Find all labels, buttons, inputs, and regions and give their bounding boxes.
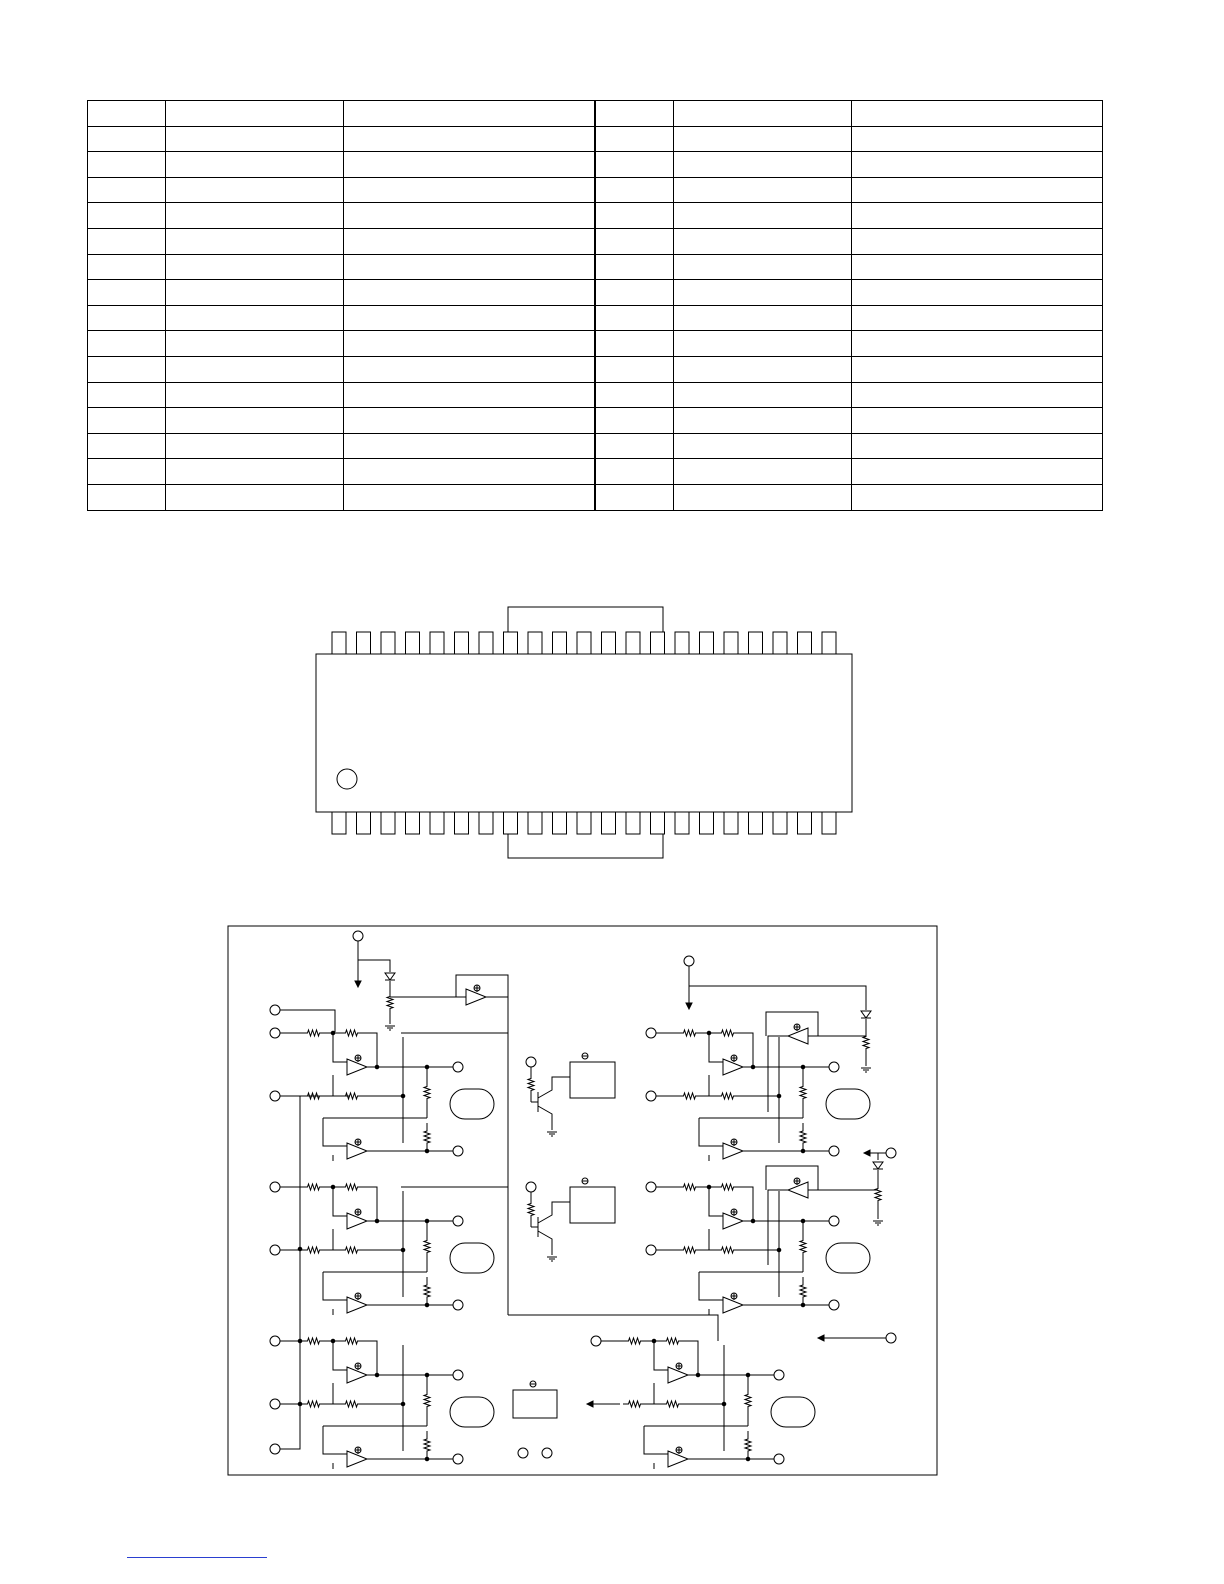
ic-pin-top bbox=[626, 632, 640, 654]
ic-pin-top bbox=[528, 632, 542, 654]
ic-pin-bottom bbox=[798, 812, 812, 834]
wire bbox=[741, 1187, 753, 1221]
resistor bbox=[678, 1247, 701, 1253]
resistor bbox=[714, 1247, 741, 1253]
resistor bbox=[302, 1184, 325, 1190]
resistor bbox=[714, 1030, 741, 1036]
wire bbox=[333, 1187, 347, 1216]
terminal-circle bbox=[453, 1216, 463, 1226]
wire bbox=[333, 1033, 347, 1062]
resistor bbox=[424, 1123, 430, 1151]
resistor bbox=[659, 1401, 686, 1407]
block-diagram bbox=[228, 926, 937, 1475]
terminal-circle bbox=[453, 1146, 463, 1156]
terminal-circle bbox=[270, 1182, 280, 1192]
ic-pin-top bbox=[577, 632, 591, 654]
pin1-marker bbox=[337, 769, 357, 789]
channel-oval bbox=[826, 1243, 870, 1273]
ic-pin-bottom bbox=[602, 812, 616, 834]
wire bbox=[709, 1187, 723, 1216]
ic-pin-bottom bbox=[455, 812, 469, 834]
ic-pin-bottom bbox=[651, 812, 665, 834]
resistor bbox=[745, 1375, 751, 1426]
ic-pin-bottom bbox=[626, 812, 640, 834]
channel-oval bbox=[826, 1089, 870, 1119]
amplifier bbox=[788, 1182, 808, 1198]
resistor bbox=[659, 1338, 686, 1344]
resistor bbox=[387, 981, 393, 1024]
wire bbox=[323, 1426, 347, 1454]
resistor bbox=[800, 1123, 806, 1151]
resistor bbox=[338, 1247, 365, 1253]
wire bbox=[689, 986, 866, 1010]
ic-pin-bottom bbox=[332, 812, 346, 834]
resistor bbox=[528, 1067, 534, 1102]
wire bbox=[538, 1231, 552, 1255]
resistor bbox=[678, 1030, 701, 1036]
resistor bbox=[424, 1221, 430, 1272]
resistor bbox=[424, 1431, 430, 1459]
ic-pin-top bbox=[332, 632, 346, 654]
ic-pin-top bbox=[749, 632, 763, 654]
ic-pin-top bbox=[798, 632, 812, 654]
junction-dot bbox=[746, 1373, 750, 1377]
resistor bbox=[800, 1067, 806, 1118]
ic-pin-bottom bbox=[822, 812, 836, 834]
resistor bbox=[338, 1338, 365, 1344]
resistor bbox=[863, 1019, 869, 1066]
junction-dot bbox=[425, 1065, 429, 1069]
terminal-circle bbox=[270, 1005, 280, 1015]
diode bbox=[385, 973, 395, 980]
amplifier bbox=[723, 1059, 743, 1075]
wire bbox=[365, 1341, 377, 1375]
wire bbox=[508, 607, 663, 632]
resistor bbox=[623, 1401, 646, 1407]
resistor bbox=[424, 1277, 430, 1305]
resistor bbox=[800, 1277, 806, 1305]
wire bbox=[456, 975, 508, 1315]
terminal-circle bbox=[453, 1300, 463, 1310]
ic-pin-top bbox=[602, 632, 616, 654]
amplifier bbox=[668, 1451, 688, 1467]
junction-dot bbox=[801, 1303, 805, 1307]
channel-oval bbox=[450, 1089, 494, 1119]
wire bbox=[766, 1166, 818, 1190]
ic-pin-bottom bbox=[577, 812, 591, 834]
control-block bbox=[570, 1062, 615, 1098]
control-block bbox=[513, 1390, 557, 1418]
wire bbox=[699, 1272, 723, 1300]
amplifier bbox=[347, 1451, 367, 1467]
junction-dot bbox=[801, 1219, 805, 1223]
terminal-circle bbox=[829, 1216, 839, 1226]
wire bbox=[654, 1341, 668, 1370]
terminal-circle bbox=[270, 1245, 280, 1255]
resistor bbox=[302, 1093, 325, 1099]
resistor bbox=[338, 1093, 365, 1099]
ic-pin-bottom bbox=[406, 812, 420, 834]
amplifier bbox=[347, 1059, 367, 1075]
wire bbox=[323, 1118, 347, 1146]
channel-oval bbox=[771, 1397, 815, 1427]
wire bbox=[280, 1010, 335, 1032]
wire bbox=[766, 1012, 818, 1036]
ic-body bbox=[316, 654, 852, 812]
control-block bbox=[570, 1187, 615, 1223]
resistor bbox=[338, 1401, 365, 1407]
terminal-circle bbox=[270, 1399, 280, 1409]
resistor bbox=[745, 1431, 751, 1459]
resistor bbox=[528, 1192, 534, 1227]
resistor bbox=[714, 1184, 741, 1190]
wire bbox=[508, 1315, 718, 1341]
wire bbox=[709, 1033, 723, 1062]
junction-dot bbox=[425, 1457, 429, 1461]
terminal-circle bbox=[591, 1336, 601, 1346]
terminal-circle bbox=[270, 1091, 280, 1101]
terminal-circle bbox=[646, 1091, 656, 1101]
diode bbox=[861, 1011, 871, 1018]
resistor bbox=[338, 1184, 365, 1190]
wire bbox=[365, 1033, 377, 1067]
terminal-circle bbox=[453, 1062, 463, 1072]
wire bbox=[538, 1106, 552, 1130]
ic-pin-bottom bbox=[504, 812, 518, 834]
resistor bbox=[875, 1170, 881, 1219]
ic-pin-top bbox=[773, 632, 787, 654]
ic-package-outline bbox=[316, 607, 852, 858]
terminal-circle bbox=[829, 1146, 839, 1156]
arrow-head bbox=[864, 1150, 870, 1156]
ic-pin-top bbox=[479, 632, 493, 654]
amplifier bbox=[723, 1143, 743, 1159]
terminal-circle bbox=[886, 1148, 896, 1158]
ic-pin-top bbox=[675, 632, 689, 654]
ic-pin-bottom bbox=[528, 812, 542, 834]
ic-pin-bottom bbox=[357, 812, 371, 834]
junction-dot bbox=[298, 1339, 302, 1343]
resistor bbox=[302, 1338, 325, 1344]
junction-dot bbox=[801, 1065, 805, 1069]
ic-pin-bottom bbox=[749, 812, 763, 834]
junction-dot bbox=[425, 1373, 429, 1377]
terminal-circle bbox=[646, 1245, 656, 1255]
terminal-circle bbox=[353, 931, 363, 941]
amplifier bbox=[347, 1367, 367, 1383]
junction-dot bbox=[375, 1065, 379, 1069]
ic-pin-bottom bbox=[700, 812, 714, 834]
wire bbox=[538, 1077, 570, 1098]
wire bbox=[768, 1190, 788, 1265]
junction-dot bbox=[375, 1219, 379, 1223]
wire bbox=[768, 1036, 788, 1112]
diode bbox=[873, 1162, 883, 1169]
ic-pin-bottom bbox=[430, 812, 444, 834]
amplifier bbox=[723, 1297, 743, 1313]
wire bbox=[333, 1341, 347, 1370]
amplifier bbox=[723, 1213, 743, 1229]
junction-dot bbox=[696, 1373, 700, 1377]
junction-dot bbox=[375, 1373, 379, 1377]
amplifier bbox=[788, 1028, 808, 1044]
terminal-circle bbox=[886, 1333, 896, 1343]
terminal-circle bbox=[774, 1370, 784, 1380]
amplifier bbox=[347, 1143, 367, 1159]
ic-pin-top bbox=[455, 632, 469, 654]
terminal-circle bbox=[270, 1336, 280, 1346]
terminal-circle bbox=[526, 1057, 536, 1067]
wire bbox=[358, 960, 390, 972]
terminal-circle bbox=[646, 1182, 656, 1192]
resistor bbox=[714, 1093, 741, 1099]
junction-dot bbox=[425, 1149, 429, 1153]
terminal-circle bbox=[453, 1454, 463, 1464]
wire bbox=[538, 1202, 570, 1223]
arrow-head bbox=[818, 1335, 824, 1341]
ic-pin-top bbox=[724, 632, 738, 654]
resistor bbox=[302, 1247, 325, 1253]
ic-pin-bottom bbox=[773, 812, 787, 834]
terminal-circle bbox=[646, 1028, 656, 1038]
arrow-head bbox=[587, 1401, 593, 1407]
resistor bbox=[338, 1030, 365, 1036]
ic-pin-top bbox=[700, 632, 714, 654]
terminal-circle bbox=[270, 1444, 280, 1454]
resistor bbox=[424, 1067, 430, 1118]
terminal-circle bbox=[270, 1028, 280, 1038]
arrow-head bbox=[686, 1003, 692, 1009]
ic-pin-bottom bbox=[724, 812, 738, 834]
resistor bbox=[424, 1375, 430, 1426]
resistor bbox=[678, 1093, 701, 1099]
ic-pin-top bbox=[406, 632, 420, 654]
arrow-head bbox=[355, 981, 361, 987]
terminal-circle bbox=[774, 1454, 784, 1464]
wire bbox=[741, 1033, 753, 1067]
junction-dot bbox=[298, 1402, 302, 1406]
terminal-circle bbox=[453, 1370, 463, 1380]
resistor bbox=[302, 1401, 325, 1407]
wire bbox=[323, 1272, 347, 1300]
terminal-circle bbox=[542, 1448, 552, 1458]
amplifier bbox=[668, 1367, 688, 1383]
ic-pin-top bbox=[381, 632, 395, 654]
ic-pin-top bbox=[504, 632, 518, 654]
wire bbox=[644, 1426, 668, 1454]
wire bbox=[365, 1187, 377, 1221]
terminal-circle bbox=[526, 1182, 536, 1192]
ic-pin-bottom bbox=[553, 812, 567, 834]
junction-dot bbox=[425, 1219, 429, 1223]
footer-rule bbox=[127, 1557, 267, 1558]
terminal-circle bbox=[518, 1448, 528, 1458]
amplifier bbox=[466, 989, 486, 1005]
ic-pin-bottom bbox=[381, 812, 395, 834]
channel-oval bbox=[450, 1243, 494, 1273]
wire bbox=[686, 1341, 698, 1375]
junction-dot bbox=[751, 1219, 755, 1223]
junction-dot bbox=[746, 1457, 750, 1461]
junction-dot bbox=[425, 1303, 429, 1307]
ic-pin-top bbox=[553, 632, 567, 654]
resistor bbox=[800, 1221, 806, 1272]
resistor bbox=[678, 1184, 701, 1190]
resistor bbox=[623, 1338, 646, 1344]
wire bbox=[508, 834, 663, 858]
junction-dot bbox=[298, 1247, 302, 1251]
ic-pin-bottom bbox=[675, 812, 689, 834]
ic-pin-top bbox=[822, 632, 836, 654]
amplifier bbox=[347, 1213, 367, 1229]
terminal-circle bbox=[684, 956, 694, 966]
resistor bbox=[302, 1030, 325, 1036]
ic-pin-bottom bbox=[479, 812, 493, 834]
terminal-circle bbox=[829, 1300, 839, 1310]
junction-dot bbox=[751, 1065, 755, 1069]
ic-pin-top bbox=[651, 632, 665, 654]
diagram-frame bbox=[228, 926, 937, 1475]
ic-pin-top bbox=[430, 632, 444, 654]
junction-dot bbox=[801, 1149, 805, 1153]
channel-oval bbox=[450, 1397, 494, 1427]
terminal-circle bbox=[829, 1062, 839, 1072]
ic-pin-top bbox=[357, 632, 371, 654]
amplifier bbox=[347, 1297, 367, 1313]
wire bbox=[699, 1118, 723, 1146]
